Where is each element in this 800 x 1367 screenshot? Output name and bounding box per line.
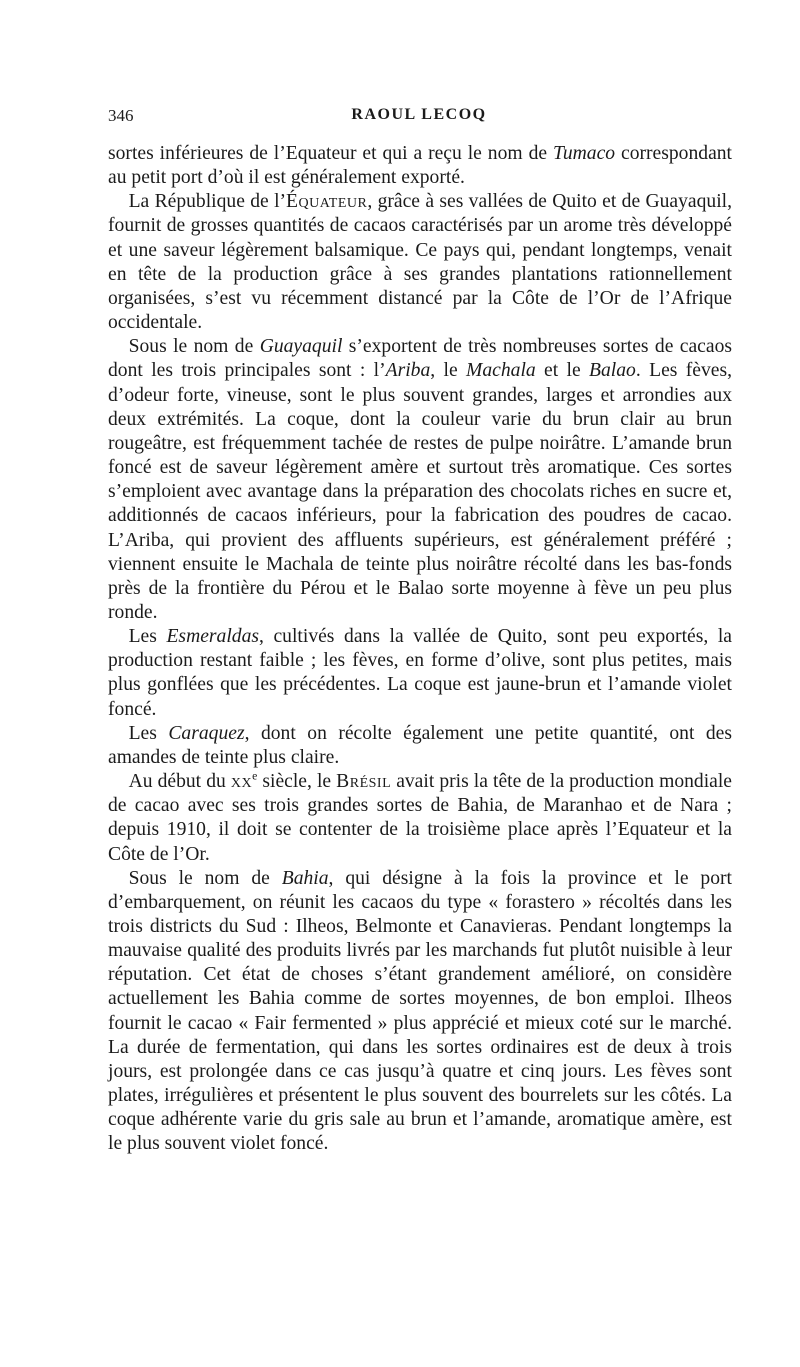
text-segment: , cultivés dans la vallée de Quito, sont peu exportés, la production restant faible ; les fèves, en forme d’olive, sont plus petites, mais plus gonflées que les précédentes. La coque est jaune-brun et l’amande violet foncé. (108, 626, 732, 720)
text-segment: Brésil (336, 771, 392, 793)
text-segment: Équateur (286, 191, 368, 213)
text-segment: , le (430, 360, 467, 382)
italic-term: Guayaquil (259, 336, 343, 358)
text-segment: , qui désigne à la fois la province et le port d’embarquement, on réunit les cacaos du type « forastero » récoltés dans les trois districts du Sud : Ilheos, Belmonte et Canavieras. Pendant longtemps la mauvaise qualité des produits livrés par les marchands fut plutôt nuisible à leur réputation. Cet état de choses s’étant grandement amélioré, on considère actuellement les Bahia comme de sortes moyennes, de bon emploi. Ilheos fournit le cacao « Fair fermented » plus apprécié et mieux coté sur le marché. La durée de fermentation, qui dans les sortes ordinaires est de deux à trois jours, est prolongée dans ce cas jusqu’à quatre et cinq jours. Les fèves sont plates, irrégulières et présentent le plus souvent des bourrelets sur les côtés. La coque adhérente varie du gris sale au brun et l’amande, aromatique amère, est le plus souvent violet foncé. (108, 867, 732, 1155)
text-segment: Les (128, 626, 167, 648)
text-segment: Sous le nom de (128, 336, 260, 358)
text-segment: , dont on récolte également une petite quantité, ont des amandes de teinte plus claire. (108, 722, 732, 768)
body-text (108, 142, 732, 1157)
italic-term: Caraquez (168, 722, 245, 744)
running-head: RAOUL LECOQ (351, 106, 487, 123)
italic-term: Ariba (385, 360, 431, 382)
text-segment: . Les fèves, d’odeur forte, vineuse, sont le plus souvent grandes, larges et arrondies aux deux extrémités. La coque, dont la couleur varie du brun clair au brun rougeâtre, est fréquemment tachée de restes de pulpe noirâtre. L’amande brun foncé est de saveur légèrement amère et surtout très aromatique. Ces sortes s’emploient avec avantage dans la préparation des chocolats riches en sucre et, additionnés de cacaos inférieurs, pour la fabrication des poudres de cacao. L’Ariba, qui provient des affluents supérieurs, est généralement préféré ; viennent ensuite le Machala de teinte plus noirâtre récolté dans les bas-fonds près de la frontière du Pérou et le Balao sorte moyenne à fève un peu plus ronde. (108, 360, 732, 623)
italic-term: Bahia (281, 867, 329, 889)
italic-term: Machala (466, 360, 536, 382)
text-segment: et le (535, 360, 590, 382)
text-segment: avait pris la tête de la production mondiale de cacao avec ses trois grandes sortes de Bahia, de Maranhao et de Nara ; depuis 1910, il doit se contenter de la troisième place après l’Equateur et la Côte de l’Or. (108, 771, 732, 865)
text-segment: Au début du (128, 771, 231, 793)
paragraph (108, 142, 732, 190)
page-number: 346 (108, 106, 134, 125)
paragraph (108, 335, 732, 625)
text-segment: Les (128, 722, 169, 744)
italic-term: Balao (589, 360, 636, 382)
text-segment: Sous le nom de (128, 867, 282, 889)
text-segment: siècle, le (257, 771, 337, 793)
paragraph (108, 770, 732, 867)
page-header (108, 106, 730, 130)
text-segment: xx (230, 771, 253, 793)
text-segment: s’exportent de très nombreuses sortes de cacaos dont les trois principales sont : l’ (108, 336, 732, 382)
text-segment: La République de l’ (128, 191, 287, 213)
text-segment: , grâce à ses vallées de Quito et de Guayaquil, fournit de grosses quantités de cacaos caractérisés par un arome très développé et une saveur légèrement balsamique. Ce pays qui, pendant longtemps, venait en tête de la production grâce à ses grandes plantations rationnellement organisées, s’est vu récemment distancé par la Côte de l’Or de l’Afrique occidentale. (108, 191, 732, 334)
italic-term: Esmeraldas (166, 626, 259, 648)
text-segment: sortes inférieures de l’Equateur et qui a reçu le nom de (108, 143, 554, 164)
italic-term: Tumaco (553, 143, 616, 164)
text-segment: e (252, 769, 258, 783)
paragraph (108, 625, 732, 722)
paragraph (108, 867, 732, 1157)
text-segment: correspondant au petit port d’où il est généralement exporté. (108, 143, 733, 189)
paragraph (108, 190, 732, 335)
paragraph (108, 722, 732, 770)
